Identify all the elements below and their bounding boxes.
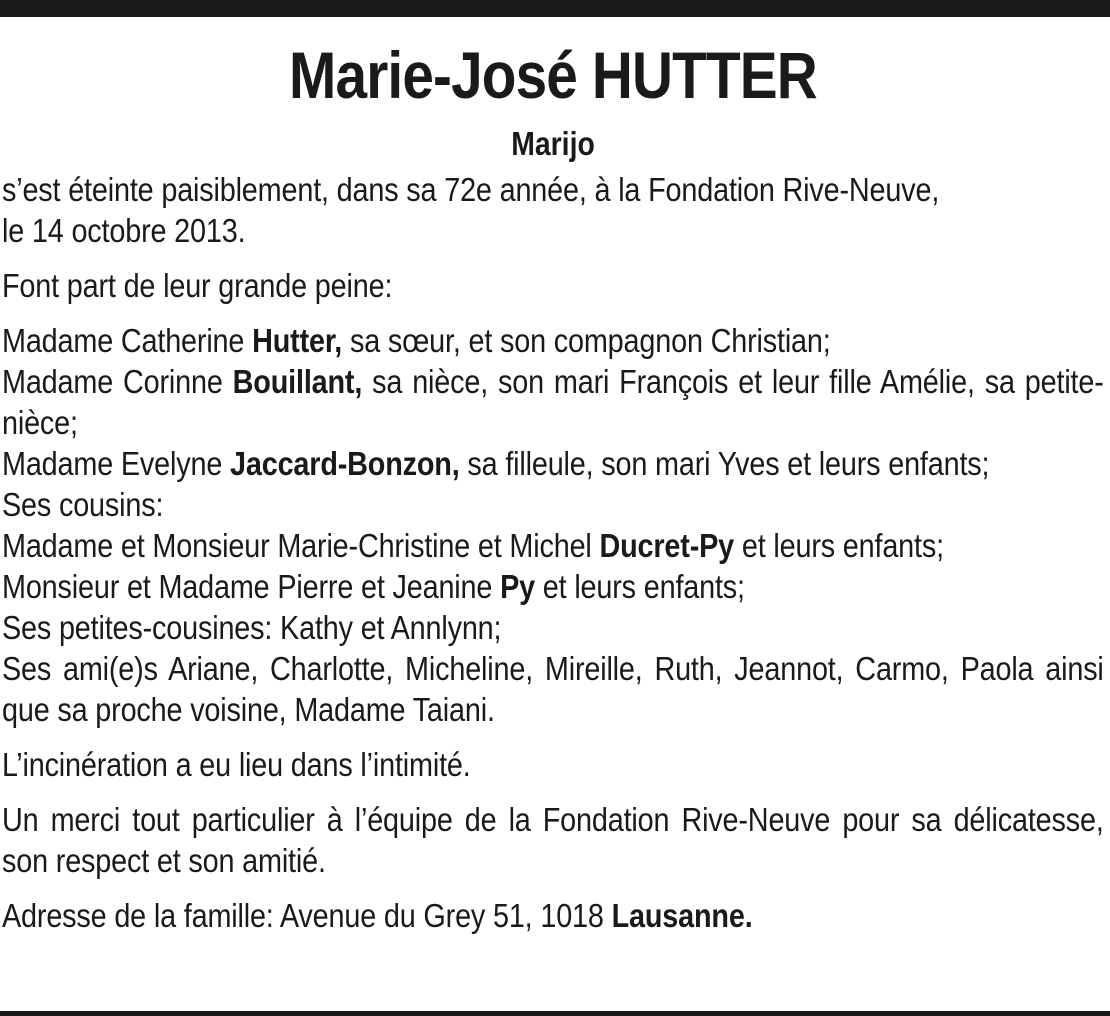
- cousin-post: et leurs enfants;: [534, 569, 745, 606]
- family-member: [2, 362, 1104, 444]
- death-line-1: s’est éteinte paisiblement, dans sa 72e année, à la Fondation Rive-Neuve,: [2, 172, 940, 209]
- family-member-post: sa sœur, et son compagnon Christian;: [342, 323, 831, 360]
- family-member: [2, 444, 1104, 485]
- death-line-2: le 14 octobre 2013.: [2, 213, 246, 250]
- petites-cousines: Ses petites-cousines: Kathy et Annlynn;: [2, 610, 502, 647]
- cousins-label: Ses cousins:: [2, 487, 164, 524]
- family-member-pre: Madame Corinne: [2, 364, 233, 401]
- top-border-rule: [0, 0, 1110, 17]
- cremation-note: L’incinération a eu lieu dans l’intimité.: [2, 747, 471, 784]
- cousin-entry: [2, 567, 1104, 608]
- mourning-intro: Font part de leur grande peine:: [2, 268, 393, 305]
- family-member-surname: Bouillant,: [232, 364, 363, 401]
- family-member-pre: Madame Catherine: [2, 323, 253, 360]
- cousin-pre: Madame et Monsieur Marie-Christine et Michel: [2, 528, 600, 565]
- family-member-surname: Hutter,: [252, 323, 343, 360]
- deceased-nickname: Marijo: [511, 125, 595, 162]
- family-member-post: sa nièce, son mari François et leur fille Amélie, sa petite-nièce;: [2, 364, 1104, 442]
- family-member-post: sa filleule, son mari Yves et leurs enfants;: [459, 446, 990, 483]
- death-announcement: [2, 170, 1104, 252]
- family-member: [2, 321, 1104, 362]
- address-text: Adresse de la famille: Avenue du Grey 51, 1018: [2, 898, 612, 935]
- bottom-border-rule: [0, 1011, 1110, 1016]
- family-member-surname: Jaccard-Bonzon,: [230, 446, 460, 483]
- cousin-surname: Ducret-Py: [599, 528, 735, 565]
- family-address: [2, 896, 1104, 937]
- family-list: [2, 321, 1104, 731]
- cousin-post: et leurs enfants;: [734, 528, 944, 565]
- cousin-pre: Monsieur et Madame Pierre et Jeanine: [2, 569, 501, 606]
- family-member-pre: Madame Evelyne: [2, 446, 231, 483]
- deceased-name: Marie-José HUTTER: [289, 38, 817, 112]
- obituary-notice: [2, 36, 1104, 937]
- cousin-entry: [2, 526, 1104, 567]
- thanks-note: Un merci tout particulier à l’équipe de la Fondation Rive-Neuve pour sa délicatesse, son respect et son amitié.: [2, 802, 1104, 880]
- notice-body: [2, 170, 1104, 937]
- address-city: Lausanne.: [611, 898, 753, 935]
- friends-list: Ses ami(e)s Ariane, Charlotte, Micheline, Mireille, Ruth, Jeannot, Carmo, Paola ainsi que sa proche voisine, Madame Taiani.: [2, 651, 1104, 729]
- cousin-surname: Py: [500, 569, 535, 606]
